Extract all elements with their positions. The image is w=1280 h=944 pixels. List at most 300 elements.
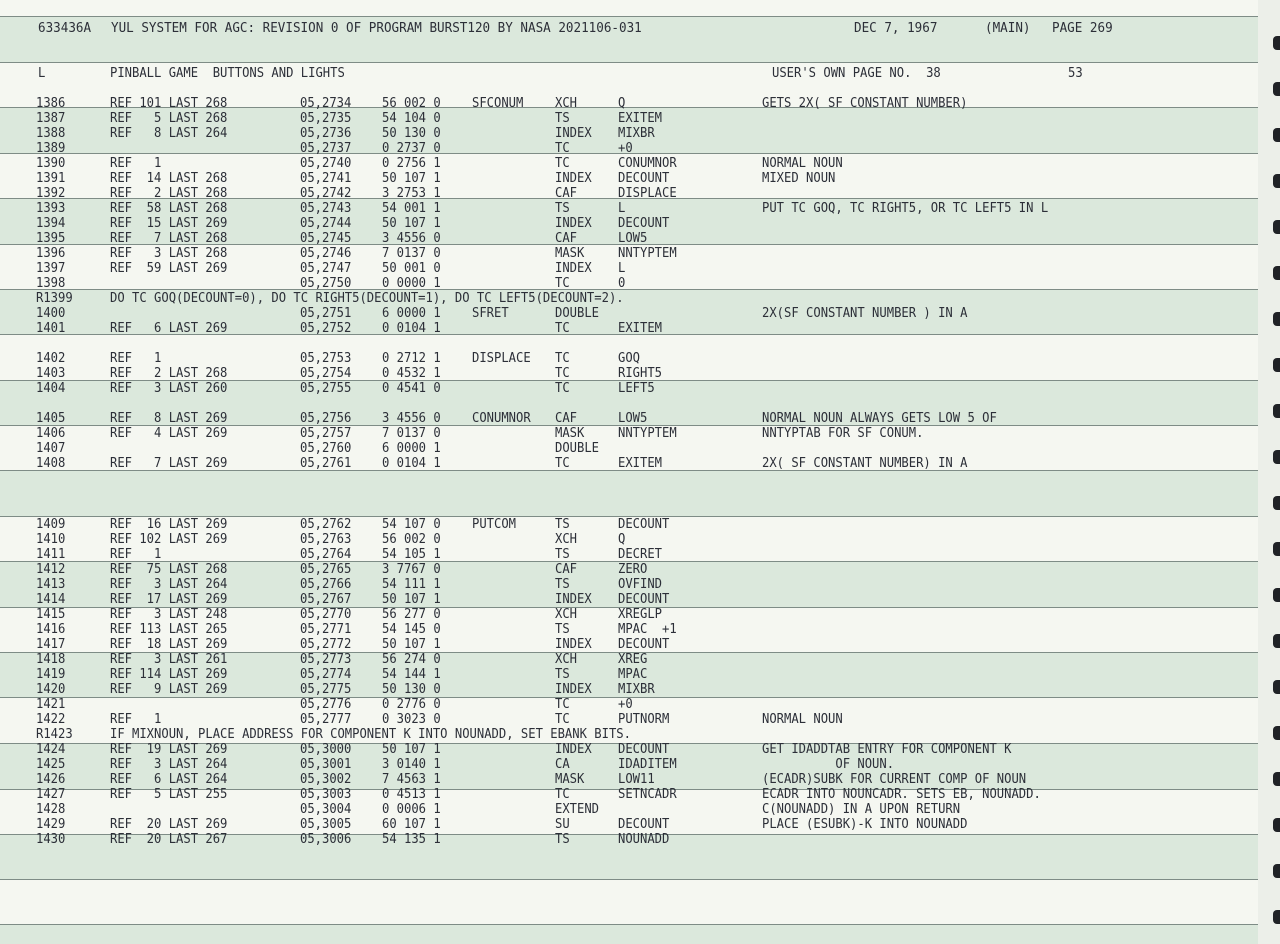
line-line: 1400 [36, 305, 66, 321]
line-operand: Q [618, 531, 626, 547]
line-code: 7 0137 0 [382, 425, 441, 441]
line-code: 0 4532 1 [382, 365, 441, 381]
line-line: 1415 [36, 606, 66, 622]
line-op: TS [555, 621, 570, 637]
line-op: INDEX [555, 591, 592, 607]
line-comment: (ECADR)SUBK FOR CURRENT COMP OF NOUN [762, 771, 1027, 787]
line-line: 1398 [36, 275, 66, 291]
line-line: 1403 [36, 365, 66, 381]
line-operand: ZERO [618, 561, 648, 577]
line-ref: REF 14 LAST 268 [110, 170, 228, 186]
line-label: PUTCOM [472, 516, 517, 532]
line-ref: REF 8 LAST 264 [110, 125, 228, 141]
line-op: TS [555, 200, 570, 216]
feed-hole-icon [1273, 726, 1280, 740]
line-line: 1430 [36, 831, 66, 847]
line-op: INDEX [555, 681, 592, 697]
feed-hole-icon [1273, 220, 1280, 234]
line-operand: DECOUNT [618, 516, 670, 532]
line-code: 0 4513 1 [382, 786, 441, 802]
line-line: 1386 [36, 95, 66, 111]
line-ref: REF 114 LAST 269 [110, 666, 228, 682]
line-addr: 05,3001 [300, 756, 352, 772]
line-ref: REF 2 LAST 268 [110, 185, 228, 201]
feed-hole-icon [1273, 404, 1280, 418]
line-operand: MIXBR [618, 125, 655, 141]
line-addr: 05,3005 [300, 816, 352, 832]
line-comment: 2X(SF CONSTANT NUMBER ) IN A [762, 305, 968, 321]
band-rule [0, 924, 1258, 925]
line-code: 7 4563 1 [382, 771, 441, 787]
line-op: TC [555, 786, 570, 802]
line-ref: REF 7 LAST 269 [110, 455, 228, 471]
line-line: 1389 [36, 140, 66, 156]
band-rule [0, 62, 1258, 63]
line-addr: 05,3006 [300, 831, 352, 847]
page-number: PAGE 269 [1052, 19, 1113, 36]
line-comment: NORMAL NOUN ALWAYS GETS LOW 5 OF [762, 410, 997, 426]
feed-hole-icon [1273, 588, 1280, 602]
line-remark: IF MIXNOUN, PLACE ADDRESS FOR COMPONENT K INTO NOUNADD, SET EBANK BITS. [110, 726, 631, 742]
line-op: EXTEND [555, 801, 600, 817]
line-code: 50 107 1 [382, 741, 441, 757]
line-operand: DECOUNT [618, 636, 670, 652]
line-comment: GET IDADDTAB ENTRY FOR COMPONENT K [762, 741, 1012, 757]
line-addr: 05,3000 [300, 741, 352, 757]
line-code: 0 2756 1 [382, 155, 441, 171]
line-op: CAF [555, 230, 578, 246]
line-comment: NORMAL NOUN [762, 711, 843, 727]
line-operand: Q [618, 95, 626, 111]
line-ref: REF 15 LAST 269 [110, 215, 228, 231]
greenbar-band [0, 924, 1258, 944]
line-code: 0 2776 0 [382, 696, 441, 712]
line-op: XCH [555, 531, 578, 547]
line-code: 0 0006 1 [382, 801, 441, 817]
line-ref: REF 3 LAST 264 [110, 756, 228, 772]
line-addr: 05,2766 [300, 576, 352, 592]
line-addr: 05,2770 [300, 606, 352, 622]
line-ref: REF 20 LAST 267 [110, 831, 228, 847]
line-line: 1417 [36, 636, 66, 652]
line-ref: REF 58 LAST 268 [110, 200, 228, 216]
line-op: INDEX [555, 260, 592, 276]
line-code: 54 001 1 [382, 200, 441, 216]
line-op: TC [555, 711, 570, 727]
line-operand: EXITEM [618, 110, 663, 126]
feed-hole-icon [1273, 680, 1280, 694]
line-code: 0 2712 1 [382, 350, 441, 366]
line-addr: 05,2740 [300, 155, 352, 171]
line-line: 1393 [36, 200, 66, 216]
line-addr: 05,2767 [300, 591, 352, 607]
line-ref: REF 3 LAST 260 [110, 380, 228, 396]
line-addr: 05,2773 [300, 651, 352, 667]
line-ref: REF 5 LAST 268 [110, 110, 228, 126]
line-addr: 05,2741 [300, 170, 352, 186]
line-addr: 05,2764 [300, 546, 352, 562]
line-op: CAF [555, 410, 578, 426]
line-line: 1414 [36, 591, 66, 607]
feed-hole-icon [1273, 312, 1280, 326]
line-operand: SETNCADR [618, 786, 677, 802]
line-ref: REF 4 LAST 269 [110, 425, 228, 441]
line-addr: 05,2752 [300, 320, 352, 336]
line-line: 1424 [36, 741, 66, 757]
line-addr: 05,2774 [300, 666, 352, 682]
line-code: 0 0104 1 [382, 455, 441, 471]
line-operand: RIGHT5 [618, 365, 663, 381]
line-comment: PUT TC GOQ, TC RIGHT5, OR TC LEFT5 IN L [762, 200, 1049, 216]
line-line: 1413 [36, 576, 66, 592]
line-operand: IDADITEM [618, 756, 677, 772]
line-comment: C(NOUNADD) IN A UPON RETURN [762, 801, 961, 817]
line-label: SFRET [472, 305, 509, 321]
line-line: 1426 [36, 771, 66, 787]
line-op: TS [555, 576, 570, 592]
line-comment: 2X( SF CONSTANT NUMBER) IN A [762, 455, 968, 471]
line-line: 1404 [36, 380, 66, 396]
line-code: 50 107 1 [382, 170, 441, 186]
line-code: 50 001 0 [382, 260, 441, 276]
line-line: R1423 [36, 726, 73, 742]
line-op: TC [555, 455, 570, 471]
line-operand: OVFIND [618, 576, 663, 592]
line-line: 1410 [36, 531, 66, 547]
line-ref: REF 16 LAST 269 [110, 516, 228, 532]
line-comment: NORMAL NOUN [762, 155, 843, 171]
line-line: 1402 [36, 350, 66, 366]
feed-hole-icon [1273, 174, 1280, 188]
line-ref: REF 75 LAST 268 [110, 561, 228, 577]
feed-hole-icon [1273, 910, 1280, 924]
line-code: 54 111 1 [382, 576, 441, 592]
feed-hole-icon [1273, 772, 1280, 786]
line-ref: REF 20 LAST 269 [110, 816, 228, 832]
line-addr: 05,3004 [300, 801, 352, 817]
line-op: TS [555, 666, 570, 682]
line-ref: REF 1 [110, 350, 162, 366]
line-addr: 05,2742 [300, 185, 352, 201]
line-comment: MIXED NOUN [762, 170, 836, 186]
line-addr: 05,2747 [300, 260, 352, 276]
page-code: 53 [1068, 65, 1083, 81]
line-addr: 05,2757 [300, 425, 352, 441]
log-section-title: PINBALL GAME BUTTONS AND LIGHTS [110, 65, 345, 81]
line-operand: MPAC +1 [618, 621, 677, 637]
line-line: 1391 [36, 170, 66, 186]
line-operand: DECOUNT [618, 741, 670, 757]
line-op: CAF [555, 185, 578, 201]
line-ref: REF 101 LAST 268 [110, 95, 228, 111]
line-addr: 05,2746 [300, 245, 352, 261]
system-title: YUL SYSTEM FOR AGC: REVISION 0 OF PROGRAM BURST120 BY NASA 2021106-031 [111, 19, 642, 36]
line-line: 1387 [36, 110, 66, 126]
line-operand: MIXBR [618, 681, 655, 697]
line-line: 1411 [36, 546, 66, 562]
line-ref: REF 1 [110, 155, 162, 171]
line-code: 50 107 1 [382, 591, 441, 607]
line-operand: DECRET [618, 546, 663, 562]
line-line: 1421 [36, 696, 66, 712]
line-operand: NOUNADD [618, 831, 670, 847]
line-line: 1392 [36, 185, 66, 201]
line-code: 56 002 0 [382, 95, 441, 111]
line-comment: ECADR INTO NOUNCADR. SETS EB, NOUNADD. [762, 786, 1041, 802]
line-op: TS [555, 516, 570, 532]
line-line: 1422 [36, 711, 66, 727]
line-operand: LOW5 [618, 410, 648, 426]
line-line: 1420 [36, 681, 66, 697]
feed-hole-icon [1273, 496, 1280, 510]
line-op: INDEX [555, 125, 592, 141]
line-code: 50 107 1 [382, 636, 441, 652]
line-op: CAF [555, 561, 578, 577]
line-line: 1408 [36, 455, 66, 471]
line-operand: 0 [618, 275, 626, 291]
users-page-number: USER'S OWN PAGE NO. 38 [772, 65, 941, 81]
line-operand: DECOUNT [618, 816, 670, 832]
line-operand: DECOUNT [618, 591, 670, 607]
feed-hole-icon [1273, 818, 1280, 832]
line-comment: PLACE (ESUBK)-K INTO NOUNADD [762, 816, 968, 832]
line-remark: DO TC GOQ(DECOUNT=0), DO TC RIGHT5(DECOUNT=1), DO TC LEFT5(DECOUNT=2). [110, 290, 624, 306]
line-code: 56 002 0 [382, 531, 441, 547]
line-line: 1394 [36, 215, 66, 231]
line-code: 3 7767 0 [382, 561, 441, 577]
line-operand: DECOUNT [618, 170, 670, 186]
line-ref: REF 7 LAST 268 [110, 230, 228, 246]
line-line: 1407 [36, 440, 66, 456]
line-operand: +0 [618, 696, 633, 712]
line-code: 3 0140 1 [382, 756, 441, 772]
line-ref: REF 1 [110, 711, 162, 727]
line-addr: 05,2763 [300, 531, 352, 547]
line-operand: NNTYPTEM [618, 245, 677, 261]
line-operand: EXITEM [618, 455, 663, 471]
line-operand: L [618, 200, 626, 216]
line-op: SU [555, 816, 570, 832]
line-line: 1406 [36, 425, 66, 441]
feed-hole-icon [1273, 266, 1280, 280]
line-code: 50 130 0 [382, 125, 441, 141]
line-line: 1396 [36, 245, 66, 261]
line-line: 1418 [36, 651, 66, 667]
line-op: TC [555, 696, 570, 712]
line-op: INDEX [555, 215, 592, 231]
line-addr: 05,2735 [300, 110, 352, 126]
feed-hole-icon [1273, 82, 1280, 96]
line-op: TS [555, 831, 570, 847]
line-op: TC [555, 140, 570, 156]
line-addr: 05,2760 [300, 440, 352, 456]
feed-hole-icon [1273, 542, 1280, 556]
line-op: MASK [555, 771, 585, 787]
line-addr: 05,2775 [300, 681, 352, 697]
line-addr: 05,2744 [300, 215, 352, 231]
line-op: XCH [555, 651, 578, 667]
line-code: 60 107 1 [382, 816, 441, 832]
line-addr: 05,2750 [300, 275, 352, 291]
greenbar-band [0, 470, 1258, 516]
line-addr: 05,2753 [300, 350, 352, 366]
line-ref: REF 3 LAST 261 [110, 651, 228, 667]
line-ref: REF 2 LAST 268 [110, 365, 228, 381]
line-addr: 05,3002 [300, 771, 352, 787]
line-operand: +0 [618, 140, 633, 156]
feed-hole-icon [1273, 634, 1280, 648]
line-ref: REF 6 LAST 264 [110, 771, 228, 787]
line-code: 56 277 0 [382, 606, 441, 622]
line-addr: 05,2745 [300, 230, 352, 246]
line-ref: REF 1 [110, 546, 162, 562]
line-operand: DISPLACE [618, 185, 677, 201]
line-code: 54 135 1 [382, 831, 441, 847]
line-label: SFCONUM [472, 95, 524, 111]
line-line: 1397 [36, 260, 66, 276]
line-ref: REF 59 LAST 269 [110, 260, 228, 276]
line-op: TC [555, 380, 570, 396]
line-code: 6 0000 1 [382, 440, 441, 456]
line-ref: REF 3 LAST 264 [110, 576, 228, 592]
line-label: DISPLACE [472, 350, 531, 366]
line-addr: 05,2743 [300, 200, 352, 216]
line-addr: 05,2754 [300, 365, 352, 381]
line-line: 1427 [36, 786, 66, 802]
line-ref: REF 5 LAST 255 [110, 786, 228, 802]
line-line: 1390 [36, 155, 66, 171]
line-code: 7 0137 0 [382, 245, 441, 261]
line-operand: LEFT5 [618, 380, 655, 396]
log-flag: L [38, 65, 46, 81]
line-line: 1401 [36, 320, 66, 336]
line-code: 3 4556 0 [382, 410, 441, 426]
line-ref: REF 3 LAST 268 [110, 245, 228, 261]
line-ref: REF 17 LAST 269 [110, 591, 228, 607]
line-addr: 05,2756 [300, 410, 352, 426]
line-op: TC [555, 350, 570, 366]
line-code: 0 0104 1 [382, 320, 441, 336]
line-addr: 05,2737 [300, 140, 352, 156]
line-line: R1399 [36, 290, 73, 306]
listing-date: DEC 7, 1967 [854, 19, 938, 36]
line-code: 54 105 1 [382, 546, 441, 562]
line-ref: REF 8 LAST 269 [110, 410, 228, 426]
line-op: TC [555, 275, 570, 291]
line-code: 6 0000 1 [382, 305, 441, 321]
line-code: 50 130 0 [382, 681, 441, 697]
line-operand: NNTYPTEM [618, 425, 677, 441]
line-addr: 05,2755 [300, 380, 352, 396]
feed-hole-icon [1273, 864, 1280, 878]
line-op: TS [555, 546, 570, 562]
line-addr: 05,2734 [300, 95, 352, 111]
line-op: INDEX [555, 636, 592, 652]
listing-section: (MAIN) [985, 19, 1031, 36]
line-addr: 05,2777 [300, 711, 352, 727]
line-op: TS [555, 110, 570, 126]
line-line: 1388 [36, 125, 66, 141]
line-op: TC [555, 365, 570, 381]
line-op: TC [555, 320, 570, 336]
line-comment: NNTYPTAB FOR SF CONUM. [762, 425, 924, 441]
line-operand: LOW5 [618, 230, 648, 246]
line-op: INDEX [555, 170, 592, 186]
line-line: 1405 [36, 410, 66, 426]
line-addr: 05,2761 [300, 455, 352, 471]
line-op: MASK [555, 425, 585, 441]
line-addr: 05,3003 [300, 786, 352, 802]
line-label: CONUMNOR [472, 410, 531, 426]
line-code: 0 2737 0 [382, 140, 441, 156]
line-operand: XREG [618, 651, 648, 667]
line-code: 3 2753 1 [382, 185, 441, 201]
band-rule [0, 879, 1258, 880]
line-code: 54 104 0 [382, 110, 441, 126]
line-addr: 05,2776 [300, 696, 352, 712]
line-code: 54 107 0 [382, 516, 441, 532]
line-line: 1425 [36, 756, 66, 772]
line-line: 1409 [36, 516, 66, 532]
line-code: 54 144 1 [382, 666, 441, 682]
line-operand: XREGLP [618, 606, 663, 622]
feed-hole-icon [1273, 128, 1280, 142]
line-op: XCH [555, 95, 578, 111]
band-rule [0, 16, 1258, 17]
line-code: 0 0000 1 [382, 275, 441, 291]
line-op: MASK [555, 245, 585, 261]
line-line: 1419 [36, 666, 66, 682]
line-ref: REF 18 LAST 269 [110, 636, 228, 652]
line-addr: 05,2762 [300, 516, 352, 532]
line-line: 1428 [36, 801, 66, 817]
line-operand: CONUMNOR [618, 155, 677, 171]
line-addr: 05,2771 [300, 621, 352, 637]
line-operand: LOW11 [618, 771, 655, 787]
line-addr: 05,2736 [300, 125, 352, 141]
line-line: 1412 [36, 561, 66, 577]
feed-hole-icon [1273, 450, 1280, 464]
line-op: CA [555, 756, 570, 772]
line-code: 54 145 0 [382, 621, 441, 637]
line-operand: MPAC [618, 666, 648, 682]
line-ref: REF 6 LAST 269 [110, 320, 228, 336]
line-operand: GOQ [618, 350, 641, 366]
line-addr: 05,2772 [300, 636, 352, 652]
feed-hole-icon [1273, 358, 1280, 372]
line-ref: REF 3 LAST 248 [110, 606, 228, 622]
line-operand: DECOUNT [618, 215, 670, 231]
line-op: DOUBLE [555, 440, 600, 456]
line-code: 3 4556 0 [382, 230, 441, 246]
line-line: 1429 [36, 816, 66, 832]
line-code: 50 107 1 [382, 215, 441, 231]
line-ref: REF 9 LAST 269 [110, 681, 228, 697]
line-operand: PUTNORM [618, 711, 670, 727]
line-line: 1416 [36, 621, 66, 637]
line-addr: 05,2765 [300, 561, 352, 577]
listing-id: 633436A [38, 19, 92, 36]
line-op: INDEX [555, 741, 592, 757]
line-line: 1395 [36, 230, 66, 246]
line-op: TC [555, 155, 570, 171]
line-ref: REF 19 LAST 269 [110, 741, 228, 757]
line-operand: EXITEM [618, 320, 663, 336]
line-comment: GETS 2X( SF CONSTANT NUMBER) [762, 95, 968, 111]
line-code: 56 274 0 [382, 651, 441, 667]
line-op: DOUBLE [555, 305, 600, 321]
line-op: XCH [555, 606, 578, 622]
